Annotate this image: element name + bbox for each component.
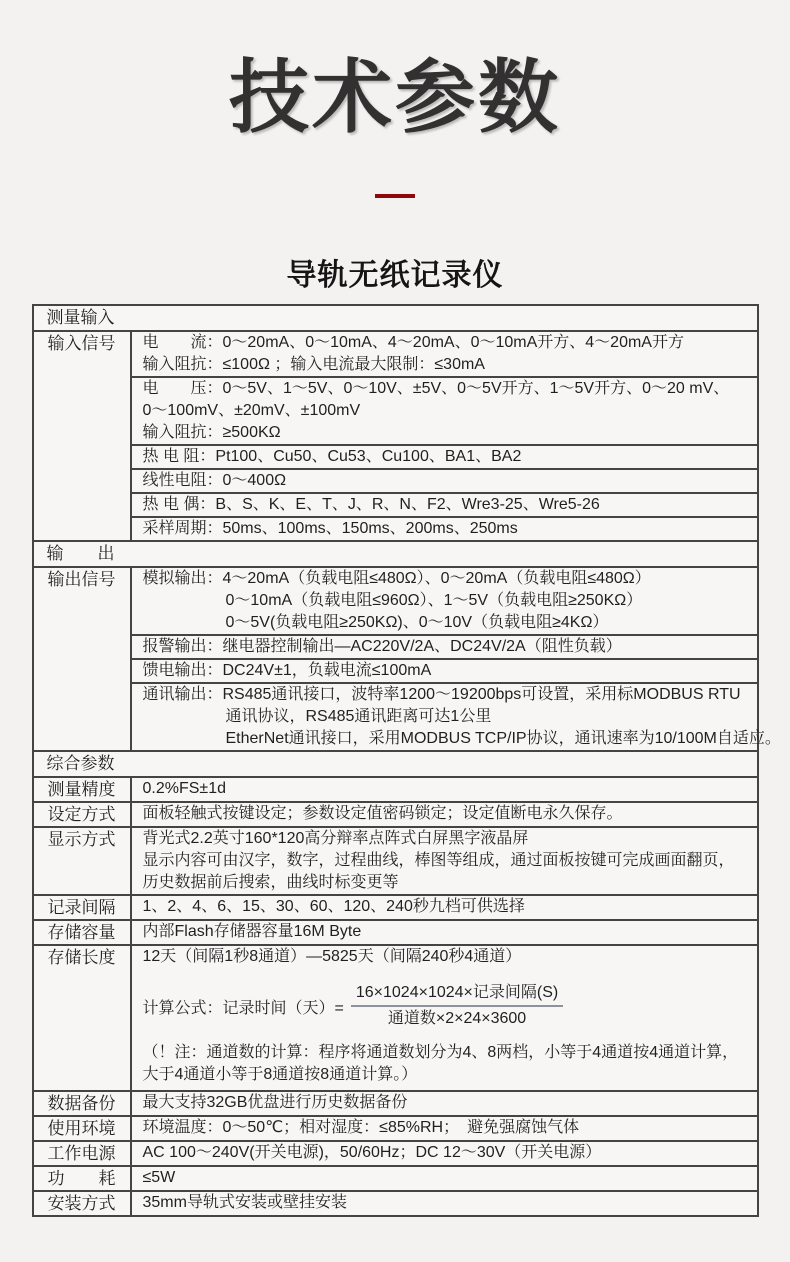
- param-row-consumption: [34, 1165, 757, 1190]
- formula-fraction: [351, 982, 563, 1030]
- value-line: 线性电阻：0～400Ω: [142, 472, 287, 489]
- param-value: [132, 896, 757, 919]
- formula-denominator: 通道数×2×24×3600: [387, 1010, 527, 1027]
- param-label: 安装方式: [34, 1192, 132, 1215]
- value-line: 0～100mV、±20mV、±100mV: [142, 402, 361, 419]
- section-label: 输 出: [46, 544, 115, 563]
- param-row-environment: [34, 1115, 757, 1140]
- subrow-analog-output: [132, 568, 757, 634]
- value-line: 热 电 偶：B、S、K、E、T、J、R、N、F2、Wre3-25、Wre5-26: [142, 496, 600, 513]
- param-value: [132, 568, 781, 750]
- param-row-output-signal: [34, 566, 781, 750]
- subrow: [132, 1167, 757, 1189]
- value-line: 热 电 阻：Pt100、Cu50、Cu53、Cu100、BA1、BA2: [142, 448, 522, 465]
- value-line: 输入阻抗：≤100Ω ；输入电流最大限制：≤30mA: [142, 356, 485, 373]
- param-value: [132, 921, 757, 944]
- subrow-voltage: [132, 376, 757, 444]
- value-line: 12天（间隔1秒8通道）—5825天（间隔240秒4通道）: [142, 948, 522, 965]
- subrow: [132, 896, 757, 918]
- subrow-rtd: [132, 444, 757, 468]
- value-line: （！注：通道数的计算：程序将通道数划分为4、8两档，小等于4通道按4通道计算，: [142, 1044, 739, 1061]
- param-label: 显示方式: [34, 828, 132, 894]
- value-line: 35mm导轨式安装或壁挂安装: [142, 1194, 347, 1211]
- value-line: EtherNet通讯接口，采用MODBUS TCP/IP协议，通讯速率为10/100M自适应。: [225, 730, 781, 747]
- value-line: 大于4通道小等于8通道按8通道计算。）: [142, 1066, 418, 1083]
- formula-note: [132, 1042, 757, 1086]
- value-line: AC 100～240V(开关电源)，50/60Hz；DC 12～30V（开关电源）: [142, 1144, 602, 1161]
- param-label: 记录间隔: [34, 896, 132, 919]
- param-label: 功 耗: [34, 1167, 132, 1190]
- param-row-backup: [34, 1090, 757, 1115]
- subrow: [132, 921, 757, 943]
- subrow: [132, 946, 757, 1086]
- param-label: 数据备份: [34, 1092, 132, 1115]
- subrow-thermocouple: [132, 492, 757, 516]
- section-label: 测量输入: [46, 308, 115, 327]
- value-line: 环境温度：0～50℃；相对湿度：≤85%RH； 避免强腐蚀气体: [142, 1119, 580, 1136]
- value-line: 通讯协议，RS485通讯距离可达1公里: [225, 708, 492, 725]
- spec-sheet-page: [0, 54, 790, 1217]
- value-line: 显示内容可由汉字，数字，过程曲线，棒图等组成，通过面板按键可完成画面翻页，: [142, 852, 735, 869]
- param-label: 使用环境: [34, 1117, 132, 1140]
- value-line: ≤5W: [142, 1169, 176, 1186]
- spec-table: [32, 304, 781, 1217]
- value-line: 电 流：0～20mA、0～10mA、4～20mA、0～10mA开方、4～20mA开方: [142, 334, 684, 351]
- param-value: [132, 946, 757, 1090]
- record-time-formula: [132, 982, 757, 1030]
- value-line: 馈电输出：DC24V±1，负载电流≤100mA: [142, 662, 432, 679]
- param-label: 存储长度: [34, 946, 132, 1090]
- section-label: 综合参数: [46, 754, 115, 773]
- param-label: 存储容量: [34, 921, 132, 944]
- value-line: 1、2、4、6、15、30、60、120、240秒九档可供选择: [142, 898, 525, 915]
- param-row-installation: [34, 1190, 757, 1215]
- subrow: [132, 778, 757, 800]
- section-row-output: [34, 540, 757, 566]
- param-row-storage-capacity: [34, 919, 757, 944]
- value-line: 面板轻触式按键设定；参数设定值密码锁定；设定值断电永久保存。: [142, 805, 623, 822]
- section-row-general: [34, 750, 757, 776]
- param-row-display: [34, 826, 757, 894]
- value-line: 最大支持32GB优盘进行历史数据备份: [142, 1094, 408, 1111]
- param-value: [132, 1167, 757, 1190]
- value-line: 历史数据前后搜索，曲线时标变更等: [142, 874, 399, 891]
- value-line: 内部Flash存储器容量16M Byte: [142, 923, 362, 940]
- value-line: 背光式2.2英寸160*120高分辩率点阵式白屏黑字液晶屏: [142, 830, 529, 847]
- accent-divider: [375, 194, 415, 198]
- param-row-power: [34, 1140, 757, 1165]
- value-line: 模拟输出：4～20mA（负载电阻≤480Ω）、0～20mA（负载电阻≤480Ω）: [142, 570, 651, 587]
- param-value: [132, 778, 757, 801]
- value-line: 电 压：0～5V、1～5V、0～10V、±5V、0～5V开方、1～5V开方、0～20 mV、: [142, 380, 730, 397]
- param-value: [132, 803, 757, 826]
- subrow: [132, 828, 757, 894]
- param-row-input-signal: [34, 330, 757, 540]
- param-row-storage-length: [34, 944, 757, 1090]
- subrow: [132, 1192, 757, 1214]
- param-row-setting: [34, 801, 757, 826]
- param-label: 设定方式: [34, 803, 132, 826]
- value-line: 输入阻抗：≥500KΩ: [142, 424, 281, 441]
- param-value: [132, 1192, 757, 1215]
- subrow-current: [132, 332, 757, 376]
- value-line: 通讯输出：RS485通讯接口，波特率1200～19200bps可设置，采用标MODBUS RTU: [142, 686, 741, 703]
- param-value: [132, 828, 757, 894]
- subrow-sampling-period: [132, 516, 757, 540]
- value-line: 0.2%FS±1d: [142, 780, 226, 797]
- param-row-record-interval: [34, 894, 757, 919]
- param-label: 工作电源: [34, 1142, 132, 1165]
- subrow-alarm-output: [132, 634, 757, 658]
- product-name: 导轨无纸记录仪: [286, 259, 504, 292]
- subrow: [132, 1092, 757, 1114]
- param-label: 输出信号: [34, 568, 132, 750]
- subrow: [132, 1117, 757, 1139]
- subrow: [132, 1142, 757, 1164]
- value-line: 0～10mA（负载电阻≤960Ω）、1～5V（负载电阻≥250KΩ）: [225, 592, 643, 609]
- subrow: [132, 803, 757, 825]
- param-value: [132, 1092, 757, 1115]
- subrow-linear-resistance: [132, 468, 757, 492]
- param-value: [132, 1117, 757, 1140]
- param-row-accuracy: [34, 776, 757, 801]
- param-label: 输入信号: [34, 332, 132, 540]
- param-value: [132, 1142, 757, 1165]
- formula-numerator: 16×1024×1024×记录间隔(S): [351, 982, 563, 1007]
- page-title: 技术参数: [229, 53, 561, 142]
- subrow-comm-output: [132, 682, 781, 750]
- subrow-feed-output: [132, 658, 757, 682]
- section-row-measure-input: [34, 306, 757, 330]
- param-label: 测量精度: [34, 778, 132, 801]
- value-line: 采样周期：50ms、100ms、150ms、200ms、250ms: [142, 520, 518, 537]
- formula-prefix: 计算公式：记录时间（天）=: [142, 999, 344, 1017]
- param-value: [132, 332, 757, 540]
- value-line: 报警输出：继电器控制输出—AC220V/2A、DC24V/2A（阻性负载）: [142, 638, 622, 655]
- value-line: 0～5V(负载电阻≥250KΩ)、0～10V（负载电阻≥4KΩ）: [225, 614, 609, 631]
